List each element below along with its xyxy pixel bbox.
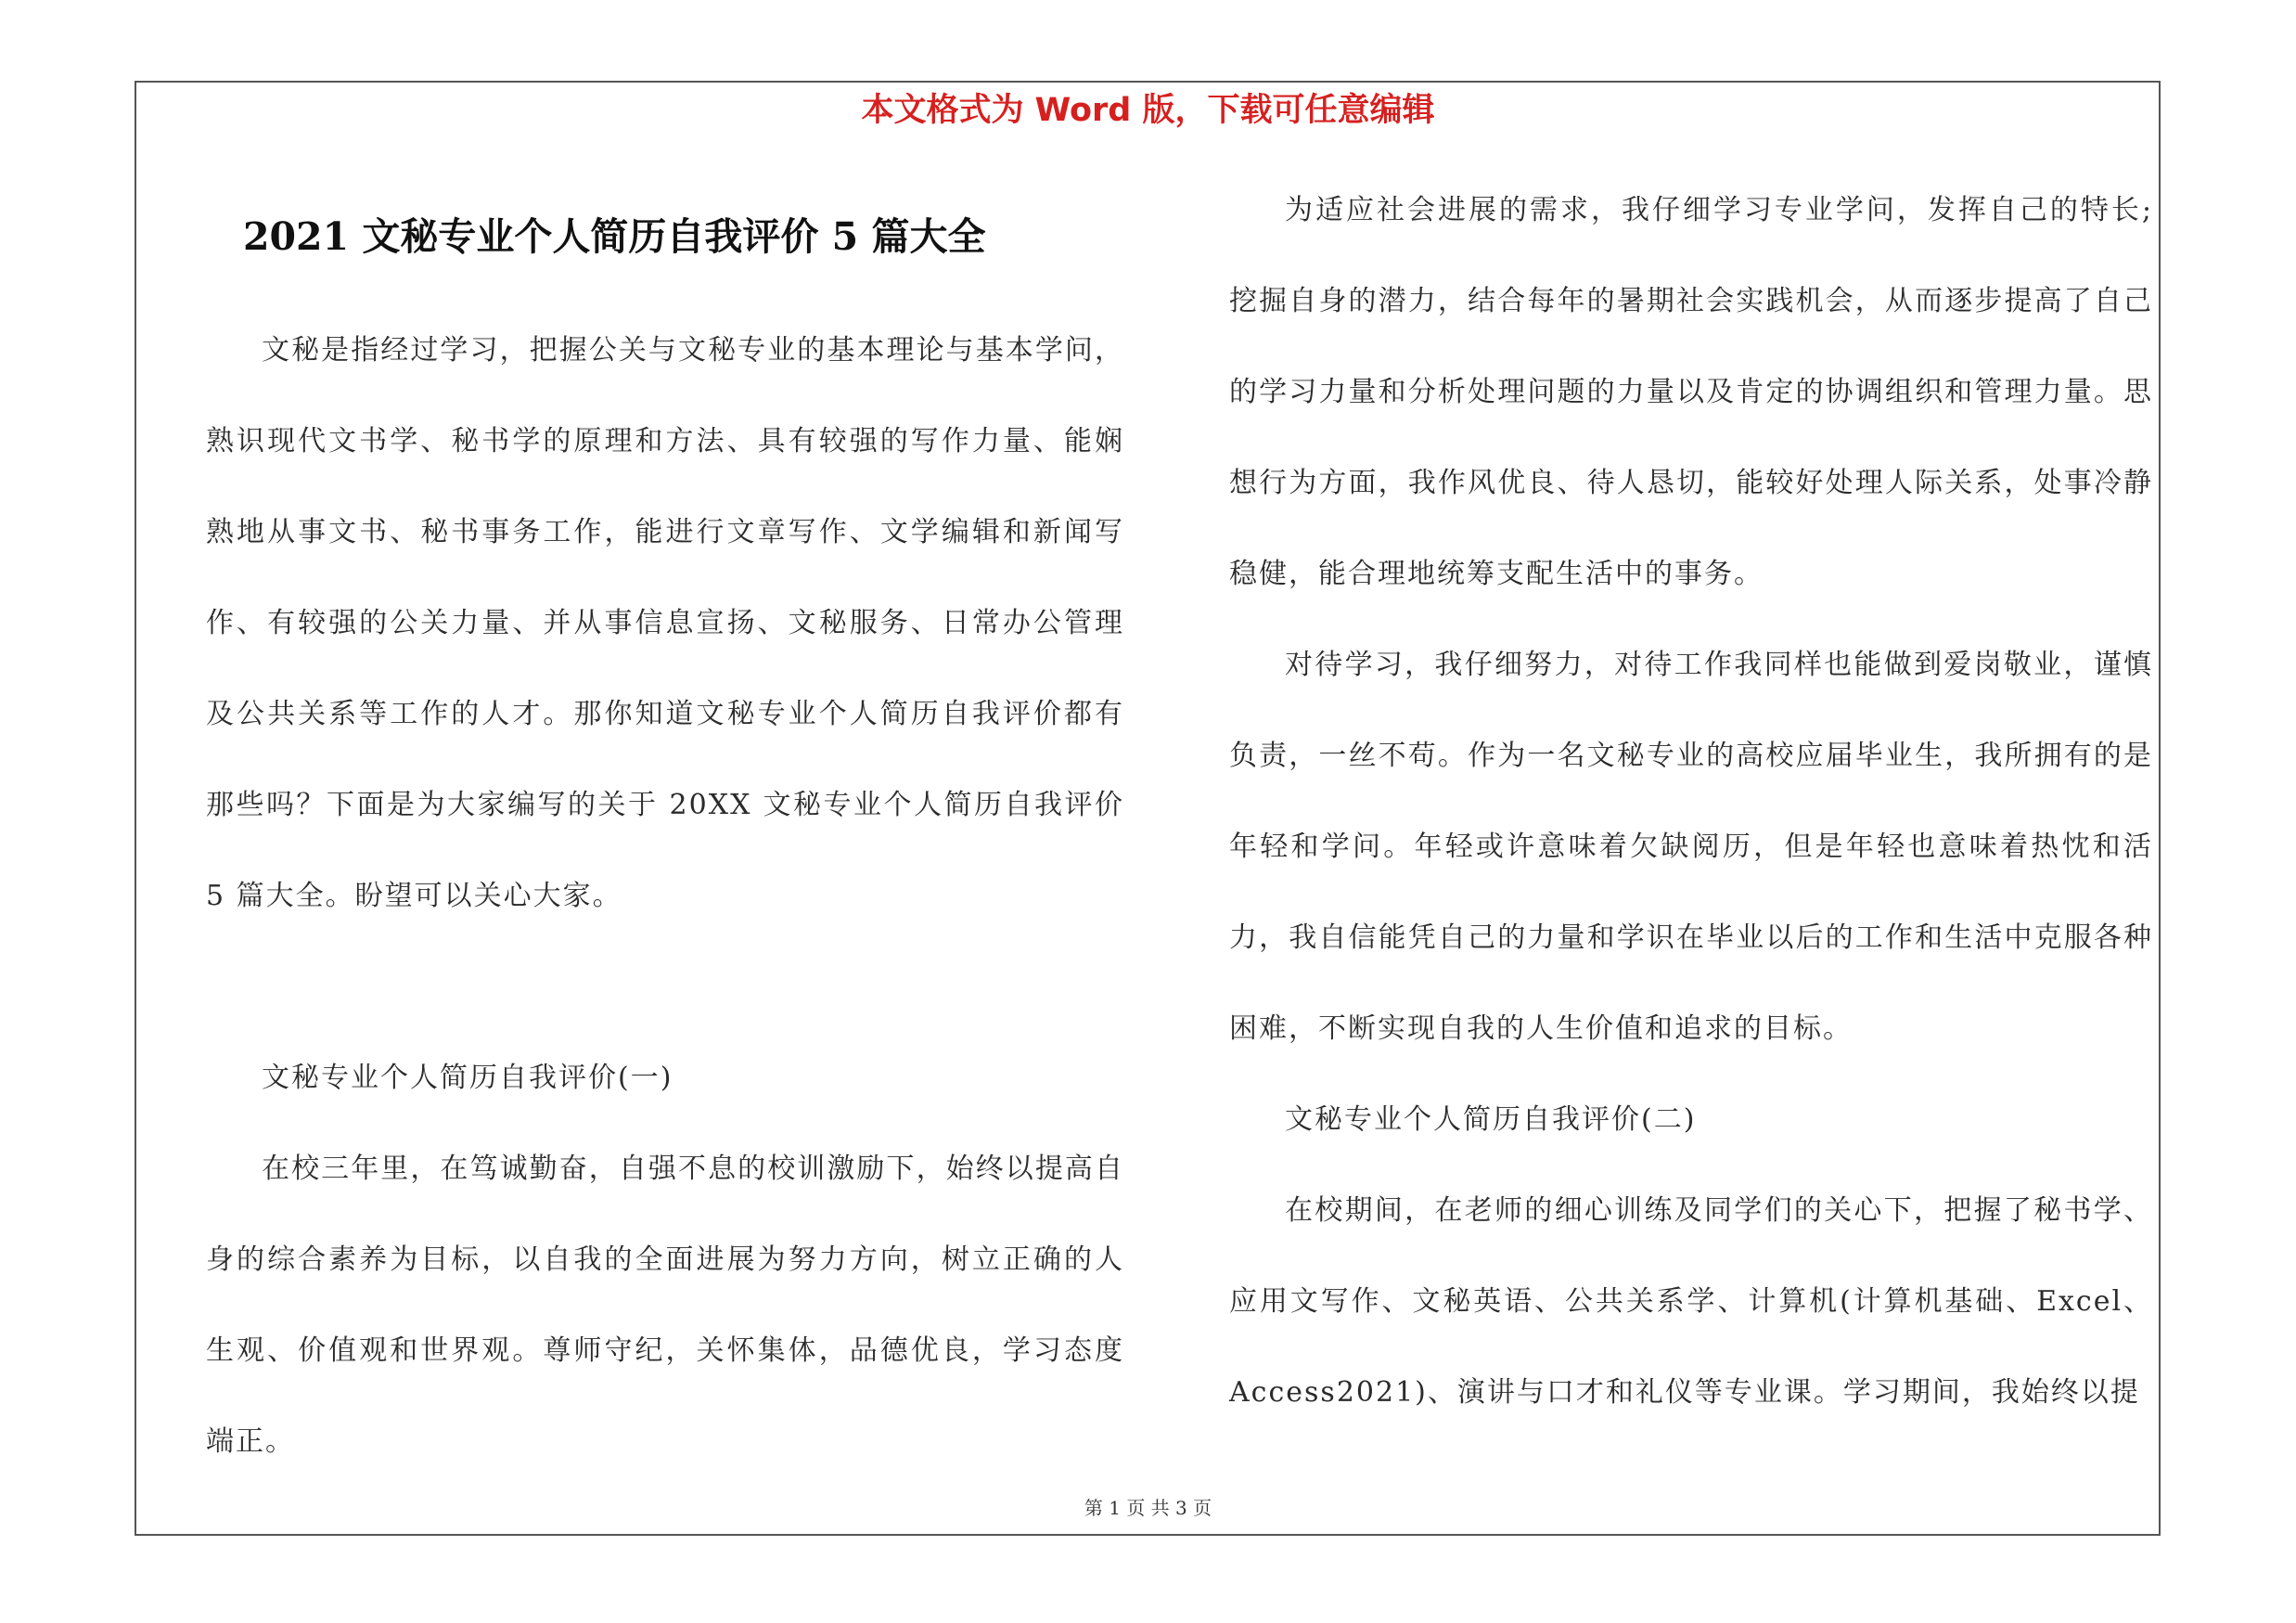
body-paragraph-2: 为适应社会进展的需求，我仔细学习专业学问，发挥自己的特长;挖掘自身的潜力，结合每年的暑期社会实践机会，从而逐步提高了自己的学习力量和分析处理问题的力量以及肯定的协调组织和管理力量。思想行为方面，我作风优良、待人恳切，能较好处理人际关系，处事冷静稳健，能合理地统筹支配生活中的事务。 (1229, 194, 2153, 590)
section-heading-1: 文秘专业个人简历自我评价(一) (262, 1062, 673, 1094)
page-footer: 第 1 页 共 3 页 (1084, 1497, 1212, 1519)
paragraph-gap (206, 942, 1124, 1033)
body-paragraph-4: 在校期间，在老师的细心训练及同学们的关心下，把握了秘书学、应用文写作、文秘英语、公共关系学、计算机(计算机基础、Excel、Access2021)、演讲与口才和礼仪等专业课。学习期间，我始终以提 (1229, 1194, 2153, 1409)
left-column (206, 305, 1124, 1488)
right-column (1229, 165, 2153, 1438)
format-banner: 本文格式为 Word 版，下载可任意编辑 (861, 92, 1435, 129)
intro-paragraph: 文秘是指经过学习，把握公关与文秘专业的基本理论与基本学问，熟识现代文书学、秘书学的原理和方法、具有较强的写作力量、能娴熟地从事文书、秘书事务工作，能进行文章写作、文学编辑和新闻写作、有较强的公关力量、并从事信息宣扬、文秘服务、日常办公管理及公共关系等工作的人才。那你知道文秘专业个人简历自我评价都有那些吗？下面是为大家编写的关于 20XX 文秘专业个人简历自我评价 5 篇大全。盼望可以关心大家。 (206, 334, 1124, 912)
section-heading-2: 文秘专业个人简历自我评价(二) (1285, 1103, 1697, 1136)
body-paragraph-3: 对待学习，我仔细努力，对待工作我同样也能做到爱岗敬业，谨慎负责，一丝不苟。作为一名文秘专业的高校应届毕业生，我所拥有的是年轻和学问。年轻或许意味着欠缺阅历，但是年轻也意味着热忱和活力，我自信能凭自己的力量和学识在毕业以后的工作和生活中克服各种困难，不断实现自我的人生价值和追求的目标。 (1229, 649, 2153, 1045)
document-title: 2021 文秘专业个人简历自我评价 5 篇大全 (243, 214, 986, 259)
body-paragraph-1: 在校三年里，在笃诚勤奋，自强不息的校训激励下，始终以提高自身的综合素养为目标，以自我的全面进展为努力方向，树立正确的人生观、价值观和世界观。尊师守纪，关怀集体，品德优良，学习态度端正。 (206, 1153, 1124, 1458)
